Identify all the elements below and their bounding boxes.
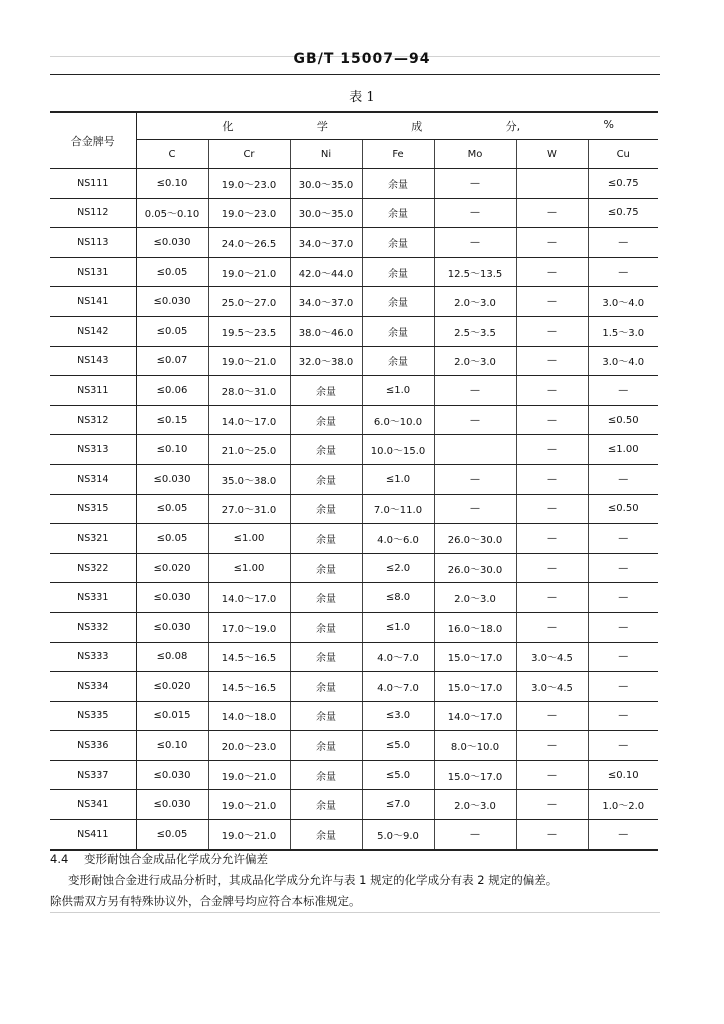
table-title: 表 1 [349,90,375,105]
column-header-cr: Cr [208,140,290,169]
value-cell: — [516,376,588,406]
value-cell: 42.0～44.0 [290,257,362,287]
grade-cell: NS332 [50,612,136,642]
value-cell: ≤0.05 [136,494,208,524]
value-cell: — [588,228,658,258]
value-cell: 19.5～23.5 [208,316,290,346]
grade-cell: NS112 [50,198,136,228]
section-title: 变形耐蚀合金成品化学成分允许偏差 [84,852,268,866]
standard-code: GB/T 15007—94 [293,51,431,67]
table-row [50,553,658,583]
value-cell: 余量 [290,553,362,583]
value-cell: — [516,346,588,376]
value-cell: ≤1.00 [208,524,290,554]
value-cell: — [516,316,588,346]
section-paragraph-1: 变形耐蚀合金进行成品分析时，其成品化学成分允许与表 1 规定的化学成分有表 2 规定的偏差。 [68,873,558,887]
value-cell: 19.0～23.0 [208,169,290,199]
value-cell: 3.0～4.0 [588,287,658,317]
composition-header [136,112,658,140]
value-cell: 19.0～21.0 [208,790,290,820]
value-cell: ≤7.0 [362,790,434,820]
composition-header-word: 成 [411,120,423,133]
value-cell: — [516,553,588,583]
value-cell: 14.5～16.5 [208,642,290,672]
grade-cell: NS111 [50,169,136,199]
value-cell: ≤0.07 [136,346,208,376]
grade-cell: NS143 [50,346,136,376]
grade-cell: NS335 [50,701,136,731]
value-cell: — [434,820,516,850]
value-cell: 27.0～31.0 [208,494,290,524]
value-cell: — [516,464,588,494]
grade-cell: NS311 [50,376,136,406]
value-cell: ≤1.00 [208,553,290,583]
column-header-w: W [516,140,588,169]
grade-cell: NS113 [50,228,136,258]
value-cell: — [434,376,516,406]
value-cell: 余量 [362,169,434,199]
value-cell: 余量 [290,464,362,494]
value-cell: — [434,169,516,199]
table-row [50,672,658,702]
grade-cell: NS313 [50,435,136,465]
value-cell: 1.5～3.0 [588,316,658,346]
value-cell: 28.0～31.0 [208,376,290,406]
value-cell: 19.0～21.0 [208,257,290,287]
value-cell: — [588,464,658,494]
value-cell: ≤0.030 [136,464,208,494]
value-cell: ≤0.030 [136,790,208,820]
value-cell: 14.0～17.0 [434,701,516,731]
value-cell: — [588,820,658,850]
value-cell: 余量 [290,435,362,465]
value-cell: 16.0～18.0 [434,612,516,642]
value-cell: 余量 [290,760,362,790]
value-cell [434,435,516,465]
value-cell: ≤2.0 [362,553,434,583]
composition-table [50,111,658,851]
value-cell: 余量 [362,346,434,376]
value-cell: 14.0～17.0 [208,583,290,613]
value-cell: ≤1.0 [362,612,434,642]
section-heading [50,851,670,867]
value-cell: 32.0～38.0 [290,346,362,376]
value-cell: 3.0～4.0 [588,346,658,376]
composition-header-word: % [603,118,614,131]
value-cell: 余量 [290,583,362,613]
table-row [50,790,658,820]
value-cell: ≤0.50 [588,405,658,435]
value-cell: 19.0～21.0 [208,820,290,850]
table-row [50,316,658,346]
grade-cell: NS322 [50,553,136,583]
value-cell: 30.0～35.0 [290,198,362,228]
value-cell: 余量 [290,731,362,761]
value-cell: — [516,790,588,820]
value-cell: 4.0～6.0 [362,524,434,554]
table-row [50,820,658,850]
column-header-mo: Mo [434,140,516,169]
value-cell: 14.0～18.0 [208,701,290,731]
table-row [50,169,658,199]
value-cell: ≤0.15 [136,405,208,435]
value-cell: 余量 [290,701,362,731]
value-cell: — [516,820,588,850]
value-cell: 17.0～19.0 [208,612,290,642]
column-header-c: C [136,140,208,169]
table-row [50,405,658,435]
value-cell: 余量 [362,287,434,317]
section-number: 4.4 [50,852,69,866]
value-cell: 35.0～38.0 [208,464,290,494]
table-row [50,760,658,790]
value-cell: 30.0～35.0 [290,169,362,199]
value-cell: ≤5.0 [362,760,434,790]
value-cell: — [588,524,658,554]
page-bottom-rule [50,912,660,913]
value-cell: — [516,435,588,465]
value-cell: 19.0～21.0 [208,760,290,790]
value-cell: 34.0～37.0 [290,287,362,317]
grade-cell: NS312 [50,405,136,435]
value-cell: — [588,731,658,761]
column-header-ni: Ni [290,140,362,169]
value-cell: 8.0～10.0 [434,731,516,761]
grade-cell: NS341 [50,790,136,820]
value-cell: — [588,612,658,642]
value-cell: ≤5.0 [362,731,434,761]
value-cell: ≤0.75 [588,169,658,199]
value-cell: 6.0～10.0 [362,405,434,435]
value-cell: — [434,464,516,494]
value-cell: 余量 [290,494,362,524]
value-cell: 26.0～30.0 [434,553,516,583]
value-cell: 4.0～7.0 [362,642,434,672]
value-cell: 15.0～17.0 [434,760,516,790]
value-cell: ≤0.05 [136,257,208,287]
value-cell: — [516,731,588,761]
grade-cell: NS321 [50,524,136,554]
value-cell: 2.0～3.0 [434,583,516,613]
value-cell: 2.0～3.0 [434,790,516,820]
value-cell: ≤0.50 [588,494,658,524]
grade-cell: NS333 [50,642,136,672]
value-cell: — [516,494,588,524]
table-row [50,346,658,376]
table-row [50,731,658,761]
value-cell: 余量 [290,376,362,406]
value-cell: 20.0～23.0 [208,731,290,761]
grade-cell: NS331 [50,583,136,613]
table-row [50,287,658,317]
value-cell: 15.0～17.0 [434,642,516,672]
value-cell: ≤3.0 [362,701,434,731]
value-cell: ≤0.10 [136,731,208,761]
value-cell: 4.0～7.0 [362,672,434,702]
value-cell [516,169,588,199]
grade-cell: NS411 [50,820,136,850]
value-cell: ≤0.10 [136,169,208,199]
value-cell: 19.0～21.0 [208,346,290,376]
value-cell: ≤0.030 [136,760,208,790]
value-cell: ≤0.05 [136,820,208,850]
grade-cell: NS314 [50,464,136,494]
value-cell: ≤0.030 [136,287,208,317]
value-cell: 3.0～4.5 [516,672,588,702]
value-cell: 余量 [290,524,362,554]
value-cell: — [588,701,658,731]
value-cell: — [516,287,588,317]
value-cell: ≤0.030 [136,583,208,613]
value-cell: 余量 [290,790,362,820]
table-row [50,612,658,642]
value-cell: 26.0～30.0 [434,524,516,554]
value-cell: ≤0.020 [136,672,208,702]
table-row [50,583,658,613]
value-cell: 3.0～4.5 [516,642,588,672]
value-cell: 余量 [290,612,362,642]
section-paragraph-2: 除供需双方另有特殊协议外，合金牌号均应符合本标准规定。 [50,894,361,908]
column-header-cu: Cu [588,140,658,169]
grade-cell: NS141 [50,287,136,317]
value-cell: 25.0～27.0 [208,287,290,317]
value-cell: 24.0～26.5 [208,228,290,258]
table-row [50,435,658,465]
value-cell: — [516,257,588,287]
value-cell: — [588,376,658,406]
value-cell: 2.0～3.0 [434,346,516,376]
value-cell: 5.0～9.0 [362,820,434,850]
grade-cell: NS315 [50,494,136,524]
value-cell: 21.0～25.0 [208,435,290,465]
table-row [50,464,658,494]
value-cell: 余量 [290,642,362,672]
value-cell: — [588,642,658,672]
composition-header-word: 化 [222,120,234,133]
value-cell: 余量 [290,672,362,702]
table-row [50,257,658,287]
value-cell: — [516,405,588,435]
value-cell: ≤1.0 [362,376,434,406]
composition-header-word: 分, [505,120,521,133]
table-row [50,198,658,228]
value-cell: ≤0.05 [136,524,208,554]
value-cell: 余量 [290,405,362,435]
value-cell: 14.0～17.0 [208,405,290,435]
value-cell: 15.0～17.0 [434,672,516,702]
value-cell: — [516,612,588,642]
value-cell: ≤1.00 [588,435,658,465]
value-cell: 余量 [362,316,434,346]
value-cell: 0.05～0.10 [136,198,208,228]
value-cell: 1.0～2.0 [588,790,658,820]
value-cell: ≤0.08 [136,642,208,672]
value-cell: ≤0.10 [588,760,658,790]
grade-cell: NS337 [50,760,136,790]
value-cell: — [588,672,658,702]
value-cell: — [516,228,588,258]
value-cell: ≤0.020 [136,553,208,583]
value-cell: 余量 [362,228,434,258]
value-cell: 2.0～3.0 [434,287,516,317]
value-cell: — [516,701,588,731]
value-cell: — [434,228,516,258]
value-cell: — [434,405,516,435]
value-cell: 余量 [362,198,434,228]
value-cell: 2.5～3.5 [434,316,516,346]
header-rule [50,74,660,75]
value-cell: — [434,198,516,228]
value-cell: ≤0.030 [136,228,208,258]
value-cell: ≤0.10 [136,435,208,465]
value-cell: 余量 [362,257,434,287]
value-cell: — [516,583,588,613]
value-cell: 19.0～23.0 [208,198,290,228]
value-cell: ≤0.06 [136,376,208,406]
value-cell: ≤0.75 [588,198,658,228]
value-cell: ≤0.030 [136,612,208,642]
value-cell: 余量 [290,820,362,850]
value-cell: ≤0.05 [136,316,208,346]
value-cell: 12.5～13.5 [434,257,516,287]
grade-cell: NS334 [50,672,136,702]
table-row [50,376,658,406]
value-cell: ≤8.0 [362,583,434,613]
table-row [50,642,658,672]
column-header-fe: Fe [362,140,434,169]
table-row [50,701,658,731]
table-row [50,494,658,524]
value-cell: 38.0～46.0 [290,316,362,346]
value-cell: — [588,553,658,583]
grade-cell: NS336 [50,731,136,761]
value-cell: — [588,583,658,613]
table-row [50,228,658,258]
grade-header: 合金牌号 [50,112,136,169]
value-cell: — [434,494,516,524]
table-row [50,524,658,554]
grade-cell: NS131 [50,257,136,287]
value-cell: ≤1.0 [362,464,434,494]
value-cell: 10.0～15.0 [362,435,434,465]
composition-header-word: 学 [316,120,328,133]
value-cell: 7.0～11.0 [362,494,434,524]
value-cell: ≤0.015 [136,701,208,731]
value-cell: — [588,257,658,287]
value-cell: — [516,198,588,228]
grade-cell: NS142 [50,316,136,346]
value-cell: — [516,760,588,790]
value-cell: 34.0～37.0 [290,228,362,258]
value-cell: — [516,524,588,554]
value-cell: 14.5～16.5 [208,672,290,702]
